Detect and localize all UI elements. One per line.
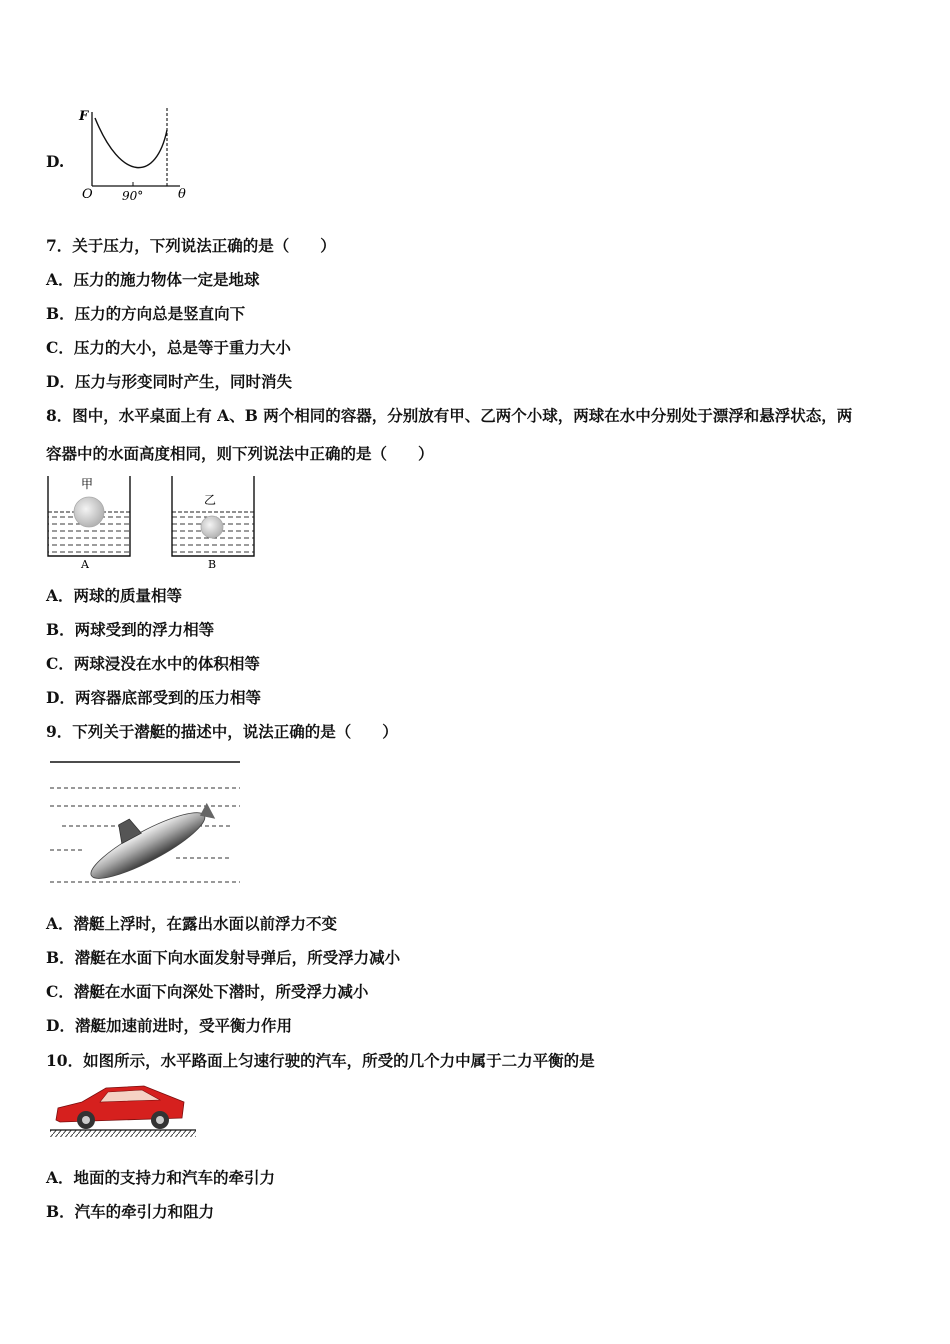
q7-option-c: C．压力的大小，总是等于重力大小	[46, 338, 291, 357]
q10-option-a: A．地面的支持力和汽车的牵引力	[46, 1168, 276, 1187]
q8-option-c: C．两球浸没在水中的体积相等	[46, 654, 260, 673]
q8-option-d: D．两容器底部受到的压力相等	[46, 688, 261, 707]
force-curve	[95, 118, 167, 168]
submarine-figure	[46, 754, 246, 890]
q9-option-c: C．潜艇在水面下向深处下潜时，所受浮力减小	[46, 982, 369, 1001]
tick-90-label: 90°	[122, 189, 144, 203]
ball-yi	[201, 516, 223, 538]
q8-option-b: B．两球受到的浮力相等	[46, 620, 215, 639]
q8-stem-line1: 8．图中，水平桌面上有 A、B 两个相同的容器，分别放有甲、乙两个小球，两球在水中分别处于漂浮和悬浮状态，两	[46, 406, 853, 425]
q9-stem: 9．下列关于潜艇的描述中，说法正确的是（ ）	[46, 722, 398, 741]
x-axis-label: θ	[178, 187, 186, 202]
q8-stem-line2: 容器中的水面高度相同，则下列说法中正确的是（ ）	[46, 444, 434, 463]
origin-label: O	[82, 187, 93, 202]
q8-option-a: A．两球的质量相等	[46, 586, 183, 605]
q10-option-b: B．汽车的牵引力和阻力	[46, 1202, 215, 1221]
q7-option-d: D．压力与形变同时产生，同时消失	[46, 372, 292, 391]
q7-option-a: A．压力的施力物体一定是地球	[46, 270, 260, 289]
q9-option-b: B．潜艇在水面下向水面发射导弹后，所受浮力减小	[46, 948, 401, 967]
road-hatch	[50, 1130, 196, 1137]
f-theta-graph	[76, 104, 196, 204]
ball-jia	[74, 497, 104, 527]
car-figure	[48, 1080, 200, 1142]
q6-option-d-label: D.	[46, 152, 65, 171]
q7-option-b: B．压力的方向总是竖直向下	[46, 304, 246, 323]
container-b-label: B	[208, 558, 217, 571]
q9-option-d: D．潜艇加速前进时，受平衡力作用	[46, 1016, 292, 1035]
q10-stem: 10．如图所示，水平路面上匀速行驶的汽车，所受的几个力中属于二力平衡的是	[46, 1051, 595, 1070]
ball-yi-label: 乙	[204, 493, 217, 507]
q7-stem: 7．关于压力，下列说法正确的是（ ）	[46, 236, 336, 255]
container-a-label: A	[81, 558, 89, 571]
submarine	[76, 783, 218, 888]
q9-option-a: A．潜艇上浮时，在露出水面以前浮力不变	[46, 914, 338, 933]
ball-jia-label: 甲	[81, 477, 94, 491]
containers-figure	[44, 472, 260, 572]
y-axis-label: F	[79, 109, 89, 124]
